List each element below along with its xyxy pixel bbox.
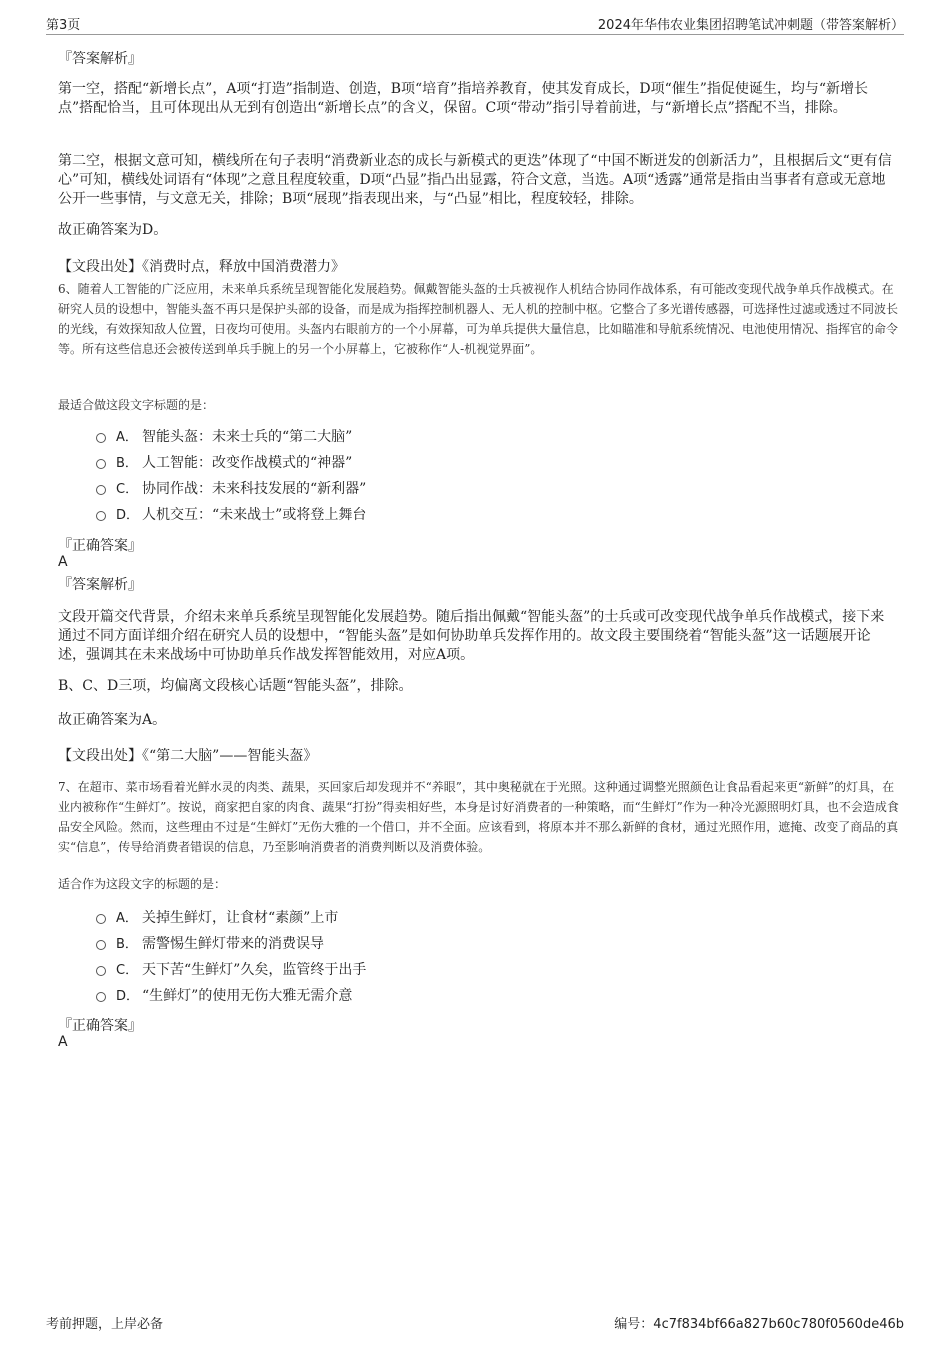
radio-icon[interactable] bbox=[96, 459, 106, 469]
q7-option-a[interactable]: A． 关掉生鲜灯，让食材“素颜”上市 bbox=[96, 908, 338, 928]
footer-slogan: 考前押题，上岸必备 bbox=[46, 1317, 164, 1332]
q6-ask: 最适合做这段文字标题的是： bbox=[58, 398, 215, 412]
q6-option-a[interactable]: A． 智能头盔：未来士兵的“第二大脑” bbox=[96, 427, 352, 447]
q7-correct-answer: A bbox=[58, 1034, 68, 1050]
q6-correct-answer: A bbox=[58, 554, 68, 570]
q5-analysis-paragraph-2: 第二空，根据文意可知，横线所在句子表明“消费新业态的成长与新模式的更迭”体现了“中国不断迸发的创新活力”，且根据后文“更有信心”可知，横线处词语有“体现”之意且程度较重，D项“凸显”指凸出显露，符合文意，当选。A项“透露”通常是指由当事者有意或无意地公开一些事情，与文意无关，排除；B项“展现”指表现出来，与“凸显”相比，程度较轻，排除。 bbox=[58, 153, 892, 207]
q6-option-c[interactable]: C． 协同作战：未来科技发展的“新利器” bbox=[96, 479, 366, 499]
q6-stem: 6、随着人工智能的广泛应用，未来单兵系统呈现智能化发展趋势。佩戴智能头盔的士兵被视作人机结合协同作战体系，有可能改变现代战争单兵作战模式。在研究人员的设想中，智能头盔不再只是保护头部的设备，而是成为指挥控制机器人、无人机的控制中枢。它整合了多光谱传感器，可选择性过滤或透过不同波长的光线，有效探知敌人位置，日夜均可使用。头盔内右眼前方的一个小屏幕，可为单兵提供大量信息，比如瞄准和导航系统情况、电池使用情况、指挥官的命令等。所有这些信息还会被传送到单兵手腕上的另一个小屏幕上，它被称作“人-机视觉界面”。 bbox=[58, 282, 899, 356]
q5-conclusion: 故正确答案为D。 bbox=[58, 222, 168, 238]
q7-option-d[interactable]: D． “生鲜灯”的使用无伤大雅无需介意 bbox=[96, 986, 352, 1006]
q6-correct-label: 『正确答案』 bbox=[58, 538, 142, 554]
radio-icon[interactable] bbox=[96, 966, 106, 976]
q7-ask: 适合作为这段文字的标题的是： bbox=[58, 877, 227, 891]
page-header bbox=[46, 14, 904, 35]
document-title: 2024年华伟农业集团招聘笔试冲刺题（带答案解析） bbox=[597, 18, 904, 33]
q5-analysis-label: 『答案解析』 bbox=[58, 51, 142, 67]
q6-analysis-label: 『答案解析』 bbox=[58, 577, 142, 593]
q7-option-b[interactable]: B． 需警惕生鲜灯带来的消费误导 bbox=[96, 934, 324, 954]
q5-source: 【文段出处】《消费时点，释放中国消费潜力》 bbox=[58, 259, 345, 275]
q7-stem: 7、在超市、菜市场看着光鲜水灵的肉类、蔬果，买回家后却发现并不“养眼”，其中奥秘就在于光照。这种通过调整光照颜色让食品看起来更“新鲜”的灯具，在业内被称作“生鲜灯”。按说，商家把自家的肉食、蔬果“打扮”得卖相好些，本身是讨好消费者的一种策略，而“生鲜灯”作为一种冷光源照明灯具，也不会造成食品安全风险。然而，这些理由不过是“生鲜灯”无伤大雅的一个借口，并不全面。应该看到，将原本并不那么新鲜的食材，通过光照作用，遮掩、改变了商品的真实“信息”，传导给消费者错误的信息，乃至影响消费者的消费判断以及消费体验。 bbox=[58, 780, 899, 854]
radio-icon[interactable] bbox=[96, 992, 106, 1002]
q6-conclusion: 故正确答案为A。 bbox=[58, 712, 167, 728]
q7-option-c[interactable]: C． 天下苦“生鲜灯”久矣，监管终于出手 bbox=[96, 960, 366, 980]
q7-correct-label: 『正确答案』 bbox=[58, 1018, 142, 1034]
radio-icon[interactable] bbox=[96, 485, 106, 495]
page-number: 第3页 bbox=[46, 18, 81, 33]
radio-icon[interactable] bbox=[96, 914, 106, 924]
q6-source: 【文段出处】《“第二大脑”——智能头盔》 bbox=[58, 748, 318, 764]
radio-icon[interactable] bbox=[96, 511, 106, 521]
q6-analysis-paragraph-2: B、C、D三项，均偏离文段核心话题“智能头盔”，排除。 bbox=[58, 678, 413, 694]
radio-icon[interactable] bbox=[96, 433, 106, 443]
radio-icon[interactable] bbox=[96, 940, 106, 950]
document-id: 编号：4c7f834bf66a827b60c780f0560de46b bbox=[614, 1317, 904, 1332]
q5-analysis-paragraph-1: 第一空，搭配“新增长点”，A项“打造”指制造、创造，B项“培育”指培养教育，使其发育成长，D项“催生”指促使诞生，均与“新增长点”搭配恰当，且可体现出从无到有创造出“新增长点”的含义，保留。C项“带动”指引导着前进，与“新增长点”搭配不当，排除。 bbox=[58, 81, 869, 116]
q6-option-b[interactable]: B． 人工智能：改变作战模式的“神器” bbox=[96, 453, 352, 473]
q6-analysis-paragraph-1: 文段开篇交代背景，介绍未来单兵系统呈现智能化发展趋势。随后指出佩戴“智能头盔”的士兵或可改变现代战争单兵作战模式，接下来通过不同方面详细介绍在研究人员的设想中，“智能头盔”是如何协助单兵发挥作用的。故文段主要围绕着“智能头盔”这一话题展开论述，强调其在未来战场中可协助单兵作战发挥智能效用，对应A项。 bbox=[58, 609, 885, 663]
q6-option-d[interactable]: D． 人机交互：“未来战士”或将登上舞台 bbox=[96, 505, 366, 525]
